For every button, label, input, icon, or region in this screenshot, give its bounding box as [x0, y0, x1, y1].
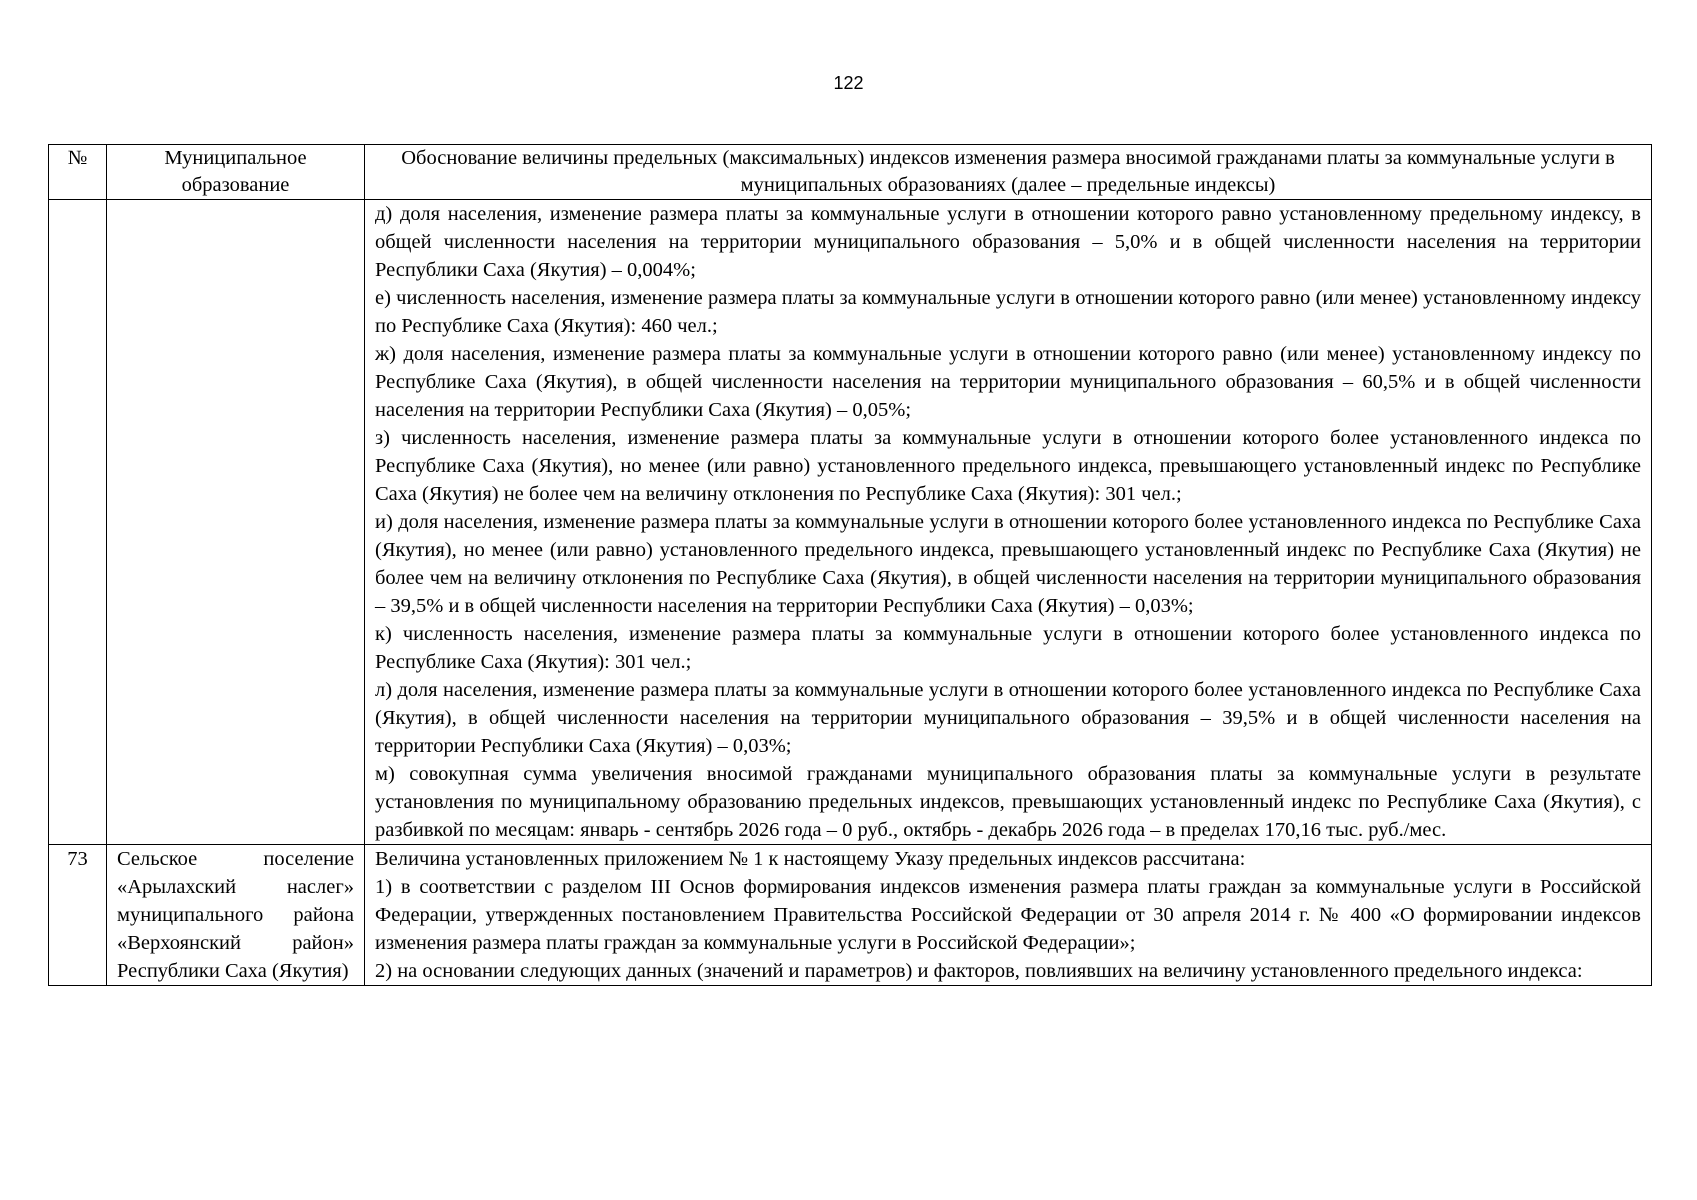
header-justification: Обоснование величины предельных (максимальных) индексов изменения размера вносимой гражданами платы за коммунальные услуги в муниципальных образованиях (далее – предельные индексы) [365, 145, 1652, 200]
header-municipality: Муниципальное образование [107, 145, 365, 200]
justification-item-m: м) совокупная сумма увеличения вносимой гражданами муниципального образования платы за коммунальные услуги в результате установления по муниципальному образованию предельных индексов, превышающих установленный индекс по Республике Саха (Якутия), с разбивкой по месяцам: январь - сентябрь 2026 года – 0 руб., октябрь - декабрь 2026 года – в пределах 170,16 тыс. руб./мес. [375, 763, 1641, 841]
table-row [49, 200, 1652, 845]
justification-item-l: л) доля населения, изменение размера платы за коммунальные услуги в отношении которого более установленного индекса по Республике Саха (Якутия), в общей численности населения на территории муниципального образования – 39,5% и в общей численности населения на территории Республики Саха (Якутия) – 0,03%; [375, 679, 1641, 757]
justification-item-i: и) доля населения, изменение размера платы за коммунальные услуги в отношении которого более установленного индекса по Республике Саха (Якутия), но менее (или равно) установленного предельного индекса, превышающего установленный индекс по Республике Саха (Якутия) не более чем на величину отклонения по Республике Саха (Якутия), в общей численности населения на территории муниципального образования – 39,5% и в общей численности населения на территории Республики Саха (Якутия) – 0,03%; [375, 511, 1641, 617]
row-number-cell [49, 200, 107, 845]
justification-item-d: д) доля населения, изменение размера платы за коммунальные услуги в отношении которого равно установленному предельному индексу, в общей численности населения на территории муниципального образования – 5,0% и в общей численности населения на территории Республики Саха (Якутия) – 0,004%; [375, 203, 1641, 281]
justification-cell [365, 200, 1652, 845]
justification-intro: Величина установленных приложением № 1 к настоящему Указу предельных индексов рассчитана: [375, 848, 1246, 870]
table-header [49, 145, 1652, 200]
justification-item-zh: ж) доля населения, изменение размера платы за коммунальные услуги в отношении которого равно (или менее) установленному индексу по Республике Саха (Якутия), в общей численности населения на территории муниципального образования – 60,5% и в общей численности населения на территории Республики Саха (Якутия) – 0,05%; [375, 343, 1641, 421]
municipality-cell [107, 200, 365, 845]
justification-cell [365, 845, 1652, 986]
indices-table [48, 144, 1652, 986]
justification-item-z: з) численность населения, изменение размера платы за коммунальные услуги в отношении которого более установленного индекса по Республике Саха (Якутия), но менее (или равно) установленного предельного индекса, превышающего установленный индекс по Республике Саха (Якутия) не более чем на величину отклонения по Республике Саха (Якутия): 301 чел.; [375, 427, 1641, 505]
municipality-cell: Сельское поселение «Арылахский наслег» муниципального района «Верхоянский район» Республики Саха (Якутия) [107, 845, 365, 986]
row-number-cell: 73 [49, 845, 107, 986]
header-number: № [49, 145, 107, 200]
table-row [49, 845, 1652, 986]
justification-item-e: е) численность населения, изменение размера платы за коммунальные услуги в отношении которого равно (или менее) установленному индексу по Республике Саха (Якутия): 460 чел.; [375, 287, 1641, 337]
justification-item-1: 1) в соответствии с разделом III Основ формирования индексов изменения размера платы граждан за коммунальные услуги в Российской Федерации, утвержденных постановлением Правительства Российской Федерации от 30 апреля 2014 г. № 400 «О формировании индексов изменения размера платы граждан за коммунальные услуги в Российской Федерации»; [375, 876, 1641, 954]
page-number: 122 [833, 73, 864, 93]
justification-item-2: 2) на основании следующих данных (значений и параметров) и факторов, повлиявших на величину установленного предельного индекса: [375, 960, 1583, 982]
justification-item-k: к) численность населения, изменение размера платы за коммунальные услуги в отношении которого более установленного индекса по Республике Саха (Якутия): 301 чел.; [375, 623, 1641, 673]
